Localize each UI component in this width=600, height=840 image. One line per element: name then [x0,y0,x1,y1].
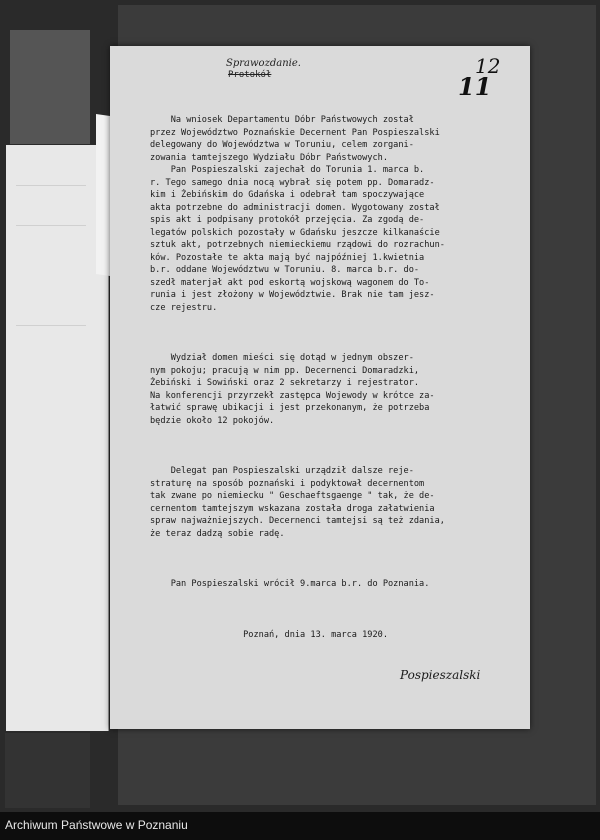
document-line: Żebiński i Sowiński oraz 2 sekretarzy i rejestrator. [150,378,420,388]
document-line: że teraz dadzą sobie radę. [150,528,285,539]
handwritten-header: Sprawozdanie. [226,58,301,69]
document-line [150,607,520,613]
document-line: Na konferencji przyrzekł zastępca Wojewody w krótce za- [150,390,435,401]
document-line [150,443,520,449]
paper-strip [96,114,110,276]
left-edge-page [10,30,90,144]
document-line: Poznań, dnia 13. marca 1920. [150,629,388,640]
document-line [150,556,520,562]
left-bottom-shadow [5,733,90,808]
document-line: kim i Żebińskim do Gdańska i odebrał tam spoczywające [150,190,425,200]
document-line: runia i jest złożony w Województwie. Brak nie tam jesz- [150,290,435,300]
document-line: sztuk akt, potrzebnych niemieckiemu rządowi do rozrachun- [150,240,445,250]
document-line: b.r. oddane Województwu w Toruniu. 8. marca b.r. do- [150,265,420,275]
document-line: Pan Pospieszalski zajechał do Torunia 1. marca b. [150,165,425,175]
archive-footer [0,812,600,840]
document-line: spraw najważniejszych. Decernenci tamtejsi są też zdania, [150,516,445,526]
document-line: zowania tamtejszego Wydziału Dóbr Państwowych. [150,152,388,163]
document-line: ków. Pozostałe te akta mają być najpóźniej 1.kwietnia [150,252,425,263]
document-line: szedł materjał akt pod eskortą wojskową wagonem do To- [150,277,430,288]
document-line: przez Województwo Poznańskie Decernent Pan Pospieszalski [150,127,440,138]
left-folder-sheet [6,145,109,731]
document-line: cze rejestru. [150,302,218,313]
document-line: akta potrzebne do administracji domen. Wygotowany został [150,202,440,213]
document-line: spis akt i podpisany protokół przejęcia. Za zgodą de- [150,215,425,225]
document-sheet [110,46,530,729]
document-line: Pan Pospieszalski wrócił 9.marca b.r. do Poznania. [150,579,430,589]
page-number-lower: 11 [458,72,492,101]
document-line: r. Tego samego dnia nocą wybrał się potem pp. Domaradz- [150,177,435,188]
archive-name: Archiwum Państwowe w Poznaniu [5,818,188,832]
document-line: legatów polskich pozostały w Gdańsku jeszcze kilkanaście [150,227,440,238]
document-line: straturę na sposób poznański i podyktował decernentom [150,478,425,489]
document-line: delegowany do Województwa w Toruniu, celem zorgani- [150,140,414,150]
document-line: łatwić sprawę ubikacji i jest przekonanym, że potrzeba [150,403,430,413]
document-body [150,114,520,641]
signature: Pospieszalski [400,668,481,682]
crossed-header: Protokół [228,70,272,80]
page-number-upper: 12 [475,54,501,78]
document-line [150,330,520,336]
document-line: będzie około 12 pokojów. [150,415,275,426]
document-line: Wydział domen mieści się dotąd w jednym obszer- [150,353,414,363]
document-line: cernentom tamtejszym wskazana została droga załatwienia [150,503,435,514]
document-line: nym pokoju; pracują w nim pp. Decernenci Domaradzki, [150,365,420,376]
document-line: Delegat pan Pospieszalski urządził dalsze reje- [150,466,414,476]
document-line: Na wniosek Departamentu Dóbr Państwowych został [150,115,414,125]
document-line: tak zwane po niemiecku " Geschaeftsgaenge " tak, że de- [150,491,435,501]
